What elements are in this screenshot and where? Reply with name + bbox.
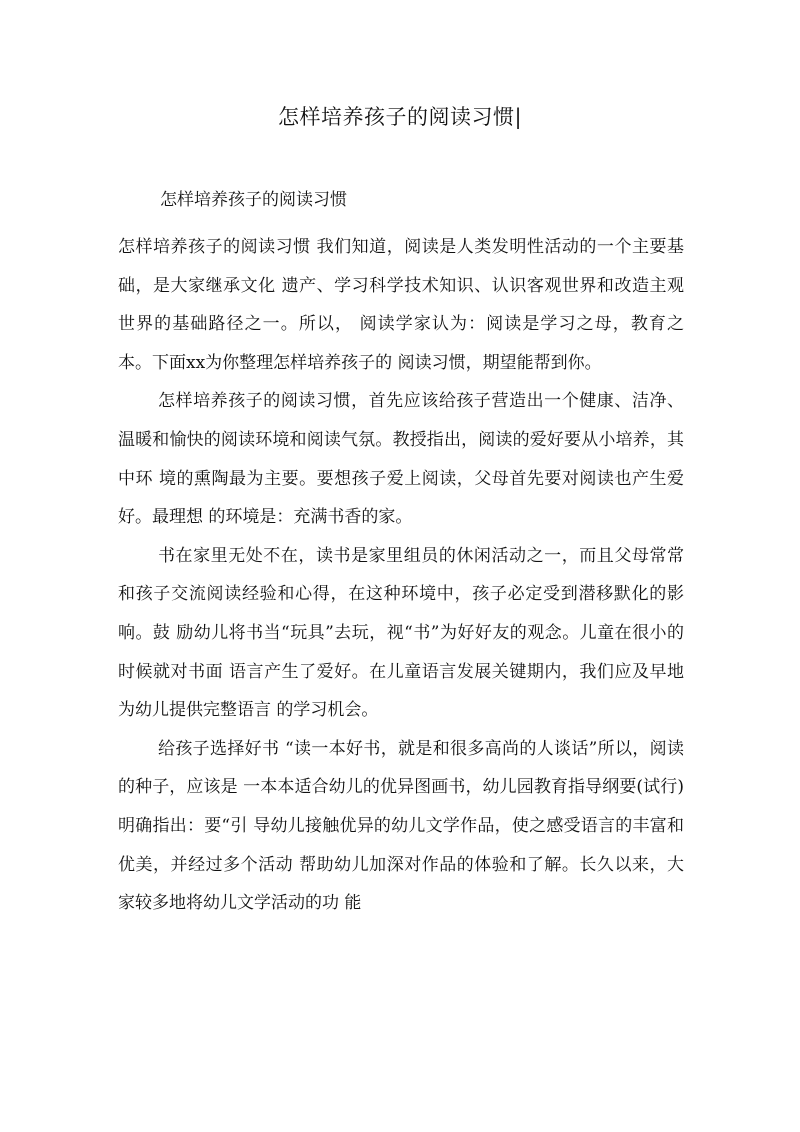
paragraph-choose-books: 给孩子选择好书 “读一本好书，就是和很多高尚的人谈话”所以，阅读的种子，应该是 一本本适合幼儿的优异图画书，幼儿园教育指导纲要(试行)明确指出：要“引 导幼儿接触优异的幼儿文学作品，使之感受语言的丰富和优美，并经过多个活动 帮助幼儿加深对作品的体验和了解。长久以来，大家较多地将幼儿文学活动的功 能 [118, 738, 684, 914]
paragraph-home-reading: 书在家里无处不在，读书是家里组员的休闲活动之一，而且父母常常 和孩子交流阅读经验和心得，在这种环境中，孩子必定受到潜移默化的影响。鼓 励幼儿将书当“玩具”去玩，视“书”为好好友的观念。儿童在很小的时候就对书面 语言产生了爱好。在儿童语言发展关键期内，我们应及早地为幼儿提供完整语言 的学习机会。 [118, 545, 684, 721]
paragraph-intro: 怎样培养孩子的阅读习惯 我们知道，阅读是人类发明性活动的一个主要基础，是大家继承文化 遗产、学习科学技术知识、认识客观世界和改造主观世界的基础路径之一。所以， 阅读学家认为：阅读是学习之母，教育之本。下面xx为你整理怎样培养孩子的 阅读习惯，期望能帮到你。 [118, 237, 684, 373]
document-title: 怎样培养孩子的阅读习惯| [277, 105, 523, 129]
document-subtitle: 怎样培养孩子的阅读习惯 [160, 190, 347, 210]
paragraph-environment: 怎样培养孩子的阅读习惯，首先应该给孩子营造出一个健康、洁净、 温暖和愉快的阅读环境和阅读气氛。教授指出，阅读的爱好要从小培养，其中环 境的熏陶最为主要。要想孩子爱上阅读，父母首先要对阅读也产生爱好。最理想 的环境是：充满书香的家。 [118, 391, 684, 528]
document-body [118, 228, 684, 923]
